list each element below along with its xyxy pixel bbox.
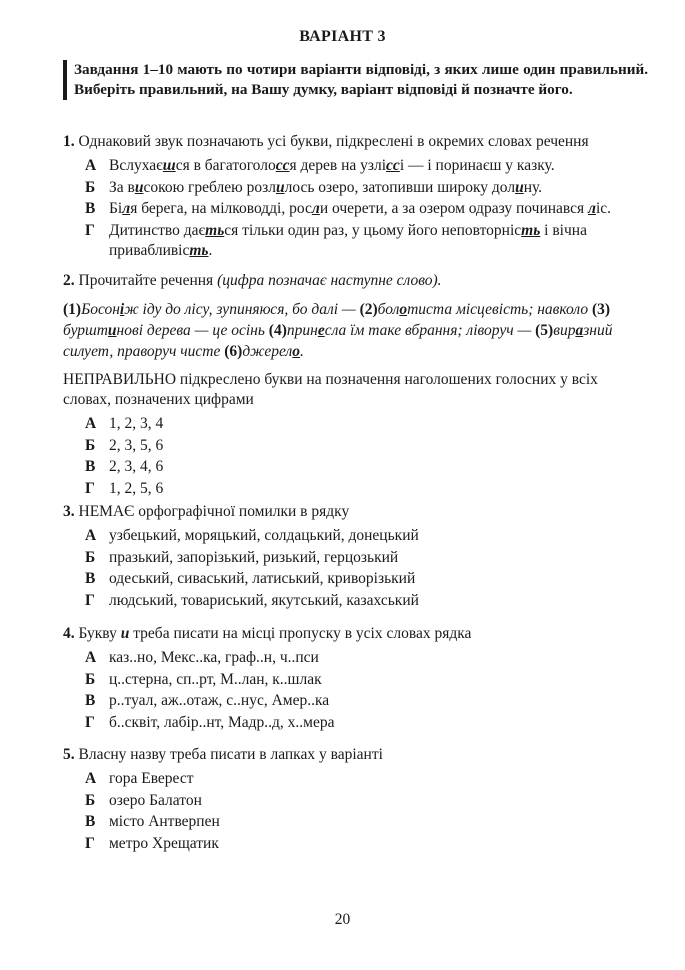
question-number: 1. bbox=[63, 133, 75, 150]
option-text: гора Еверест bbox=[109, 770, 194, 787]
option-text: місто Антверпен bbox=[109, 813, 220, 830]
option-text: одеський, сиваський, латиський, криворізький bbox=[109, 570, 416, 587]
underlined-letter: ть bbox=[205, 221, 225, 239]
answer-option-c[interactable] bbox=[63, 691, 637, 712]
underlined-letter: ть bbox=[521, 221, 541, 239]
question-stem bbox=[63, 271, 637, 291]
option-letter: В bbox=[85, 570, 96, 587]
option-letter: Г bbox=[85, 221, 95, 239]
underlined-letter: и bbox=[515, 178, 524, 196]
word-marker: (4) bbox=[268, 322, 287, 339]
underlined-letter: и bbox=[134, 178, 144, 196]
answer-option-c[interactable] bbox=[63, 569, 637, 590]
answer-option-b[interactable] bbox=[63, 436, 637, 457]
option-text: Біля берега, на мілководді, росли очерети, а за озером одразу починався ліс. bbox=[109, 200, 612, 217]
option-text: Вслухаєшся в багатоголосся дерев на узліссі — і поринаєш у казку. bbox=[109, 157, 555, 174]
option-text: р..туал, аж..отаж, с..нус, Амер..ка bbox=[109, 692, 330, 709]
underlined-letter: ш bbox=[162, 157, 176, 174]
underlined-letter: сс bbox=[275, 157, 290, 174]
question-3 bbox=[63, 502, 637, 611]
question-number: 3. bbox=[63, 503, 75, 520]
question-sub-stem: НЕПРАВИЛЬНО підкреслено букви на позначення наголошених голосних у всіх словах, позначених цифрами bbox=[63, 371, 598, 408]
option-letter: Б bbox=[85, 178, 96, 196]
option-letter: В bbox=[85, 813, 96, 830]
question-text: Однаковий звук позначають усі букви, підкреслені в окремих словах речення bbox=[78, 133, 589, 150]
question-text: НЕМАЄ орфографічної помилки в рядку bbox=[78, 503, 350, 520]
option-text: празький, запорізький, ризький, герцозький bbox=[109, 548, 399, 566]
word-marker: (2) bbox=[359, 301, 378, 318]
question-number: 5. bbox=[63, 746, 75, 763]
passage-text: (1)Босоніж іду до лісу, зупиняюся, бо далі — (2)болотиста місцевість; навколо (3) бурштинові дерева — це осінь (4)принесла їм таке вбрання; ліворуч — (5)виразний силует, праворуч чисте (6)джерело. bbox=[63, 301, 613, 360]
option-letter: Г bbox=[85, 479, 95, 497]
option-text: узбецький, моряцький, солдацький, донецький bbox=[109, 527, 419, 544]
answer-option-c[interactable] bbox=[63, 457, 637, 478]
option-text: За високою греблею розлилось озеро, затопивши широку долину. bbox=[109, 178, 543, 196]
question-stem bbox=[63, 624, 637, 644]
underlined-letter: и bbox=[275, 178, 285, 196]
option-letter: В bbox=[85, 458, 96, 475]
question-text: Прочитайте речення bbox=[78, 272, 214, 289]
answer-option-a[interactable] bbox=[63, 648, 637, 669]
question-stem bbox=[63, 132, 637, 152]
answer-option-d[interactable] bbox=[63, 479, 637, 500]
option-letter: А bbox=[85, 527, 97, 544]
letter-emphasis: и bbox=[120, 625, 130, 642]
underlined-letter: о bbox=[292, 343, 301, 360]
answer-option-b[interactable] bbox=[63, 178, 637, 199]
question-text: Букву и треба писати на місці пропуску в усіх словах рядка bbox=[78, 625, 472, 642]
question-stem bbox=[63, 745, 637, 765]
answer-option-c[interactable] bbox=[63, 812, 637, 833]
question-number: 4. bbox=[63, 625, 75, 642]
option-text: 1, 2, 3, 4 bbox=[109, 415, 164, 432]
answer-option-c[interactable] bbox=[63, 199, 637, 220]
question-hint: (цифра позначає наступне слово). bbox=[217, 272, 442, 289]
variant-title: ВАРІАНТ 3 bbox=[299, 28, 386, 45]
question-stem bbox=[63, 502, 637, 522]
underlined-letter: ть bbox=[189, 242, 209, 259]
answer-option-a[interactable] bbox=[63, 526, 637, 547]
answer-options bbox=[63, 648, 637, 733]
answer-options bbox=[63, 769, 637, 854]
underlined-letter: л bbox=[311, 200, 320, 217]
question-number: 2. bbox=[63, 272, 75, 289]
answer-option-b[interactable] bbox=[63, 791, 637, 812]
option-text: 2, 3, 5, 6 bbox=[109, 436, 164, 454]
underlined-letter: л bbox=[588, 200, 596, 217]
answer-option-a[interactable] bbox=[63, 156, 637, 177]
underlined-letter: і bbox=[119, 301, 125, 318]
option-text: 1, 2, 5, 6 bbox=[109, 479, 164, 497]
underlined-letter: сс bbox=[386, 157, 400, 174]
option-text: озеро Балатон bbox=[109, 791, 202, 809]
question-4 bbox=[63, 624, 637, 733]
word-marker: (1) bbox=[63, 301, 82, 318]
option-text: метро Хрещатик bbox=[109, 834, 219, 852]
option-letter: Г bbox=[85, 591, 95, 609]
answer-options bbox=[63, 414, 637, 499]
underlined-letter: а bbox=[575, 322, 584, 339]
answer-option-d[interactable] bbox=[63, 834, 637, 855]
answer-option-b[interactable] bbox=[63, 548, 637, 569]
page-number: 20 bbox=[334, 911, 351, 928]
question-5 bbox=[63, 745, 637, 854]
word-marker: (3) bbox=[592, 301, 611, 318]
option-text: 2, 3, 4, 6 bbox=[109, 458, 164, 475]
word-marker: (5) bbox=[535, 322, 554, 339]
option-letter: Б bbox=[85, 670, 96, 688]
answer-option-d[interactable] bbox=[63, 221, 637, 262]
option-letter: Б bbox=[85, 548, 96, 566]
underlined-letter: и bbox=[107, 322, 117, 339]
question-1 bbox=[63, 132, 637, 262]
option-letter: А bbox=[85, 415, 97, 432]
answer-options bbox=[63, 156, 637, 262]
option-letter: Г bbox=[85, 834, 95, 852]
answer-option-d[interactable] bbox=[63, 713, 637, 734]
option-letter: А bbox=[85, 157, 97, 174]
answer-option-a[interactable] bbox=[63, 414, 637, 435]
word-marker: (6) bbox=[224, 343, 243, 360]
question-2 bbox=[63, 271, 637, 499]
option-letter: В bbox=[85, 200, 96, 217]
answer-option-d[interactable] bbox=[63, 591, 637, 612]
option-letter: Б bbox=[85, 791, 96, 809]
option-text: ц..стерна, сп..рт, М..лан, к..шлак bbox=[109, 670, 322, 688]
answer-option-b[interactable] bbox=[63, 670, 637, 691]
option-letter: Г bbox=[85, 713, 95, 731]
answer-options bbox=[63, 526, 637, 611]
underlined-letter: л bbox=[122, 200, 131, 217]
underlined-letter: е bbox=[317, 322, 325, 339]
option-text: людський, товариський, якутський, казахський bbox=[109, 591, 419, 609]
answer-option-a[interactable] bbox=[63, 769, 637, 790]
question-text: Власну назву треба писати в лапках у варіанті bbox=[78, 746, 383, 763]
instructions-block: Завдання 1–10 мають по чотири варіанти відповіді, з яких лише один правильний. Виберіть правильний, на Вашу думку, варіант відповіді й позначте його. bbox=[63, 60, 648, 100]
option-text: Дитинство дається тільки один раз, у цьому його неповторність і вічна привабливість. bbox=[109, 221, 587, 259]
option-letter: А bbox=[85, 770, 97, 787]
option-letter: Б bbox=[85, 436, 96, 454]
underlined-letter: о bbox=[399, 301, 408, 318]
option-letter: А bbox=[85, 649, 97, 666]
option-text: каз..но, Мекс..ка, граф..н, ч..пси bbox=[109, 649, 319, 666]
option-text: б..сквіт, лабір..нт, Мадр..д, х..мера bbox=[109, 713, 335, 731]
option-letter: В bbox=[85, 692, 96, 709]
